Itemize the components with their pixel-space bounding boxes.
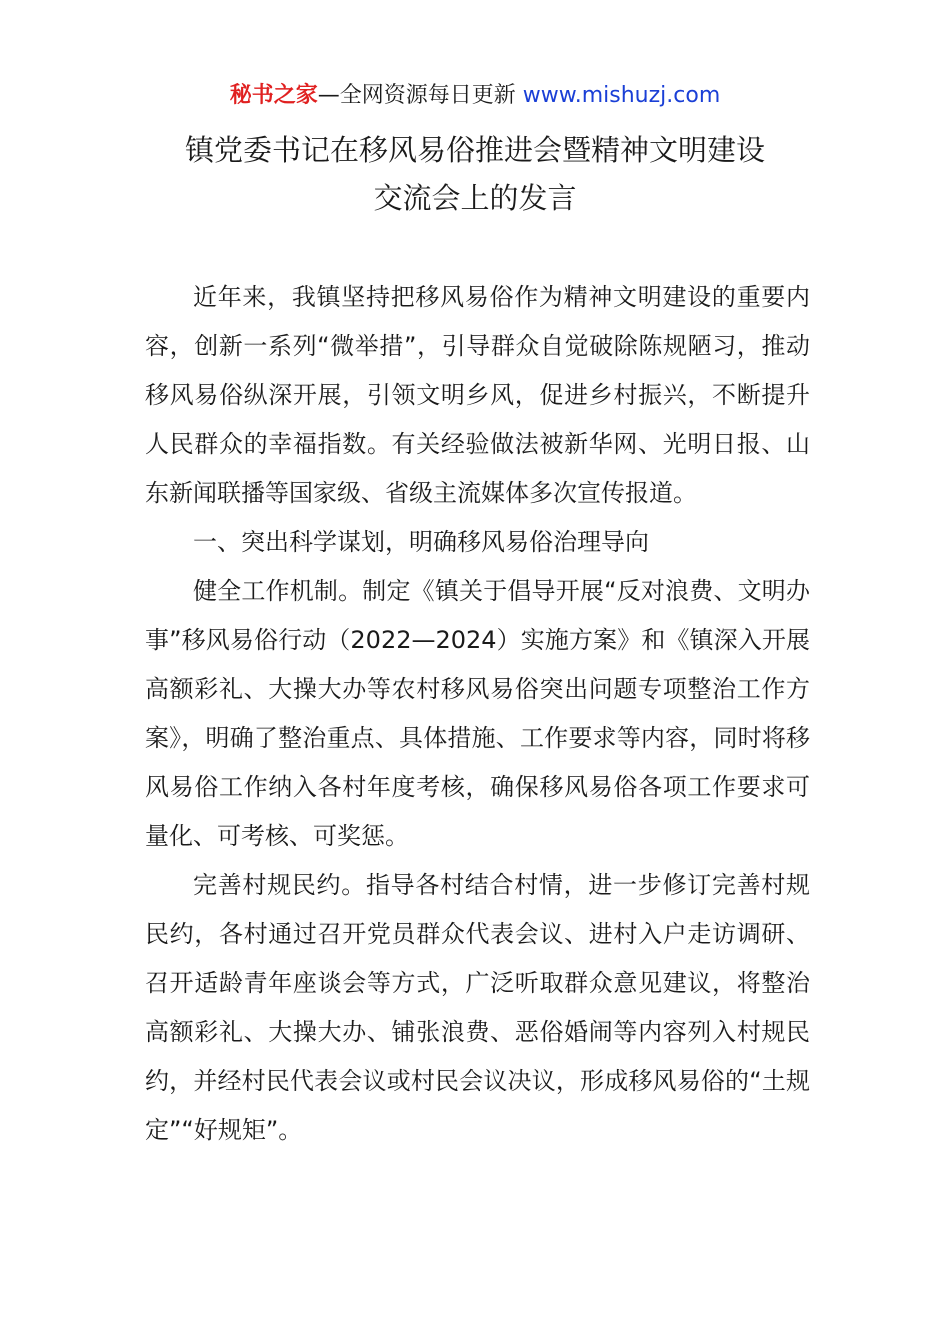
paragraph-village-rules: 完善村规民约。指导各村结合村情，进一步修订完善村规民约，各村通过召开党员群众代表会议、进村入户走访调研、召开适龄青年座谈会等方式，广泛听取群众意见建议，将整治高额彩礼、大操大办、铺张浪费、恶俗婚闹等内容列入村规民约，并经村民代表会议或村民会议决议，形成移风易俗的“土规定”“好规矩”。	[145, 871, 810, 1144]
paragraph-work-mechanism: 健全工作机制。制定《镇关于倡导开展“反对浪费、文明办事”移风易俗行动（2022—2024）实施方案》和《镇深入开展高额彩礼、大操大办等农村移风易俗突出问题专项整治工作方案》，明确了整治重点、具体措施、工作要求等内容，同时将移风易俗工作纳入各村年度考核，确保移风易俗各项工作要求可量化、可考核、可奖惩。	[145, 577, 810, 850]
document-title	[100, 126, 850, 222]
document-title-line-1: 镇党委书记在移风易俗推进会暨精神文明建设	[184, 133, 765, 167]
document-title-line-2: 交流会上的发言	[373, 181, 577, 215]
site-brand: 秘书之家	[229, 83, 318, 108]
section-heading-1: 一、突出科学谋划，明确移风易俗治理导向	[193, 528, 649, 556]
site-tagline: —全网资源每日更新	[317, 83, 516, 108]
paragraph-intro: 近年来，我镇坚持把移风易俗作为精神文明建设的重要内容，创新一系列“微举措”，引导群众自觉破除陈规陋习，推动移风易俗纵深开展，引领文明乡风，促进乡村振兴，不断提升人民群众的幸福指数。有关经验做法被新华网、光明日报、山东新闻联播等国家级、省级主流媒体多次宣传报道。	[145, 283, 810, 507]
site-header	[0, 80, 950, 112]
document-body	[145, 273, 810, 1155]
site-url-link[interactable]: www.mishuzj.com	[522, 83, 721, 108]
